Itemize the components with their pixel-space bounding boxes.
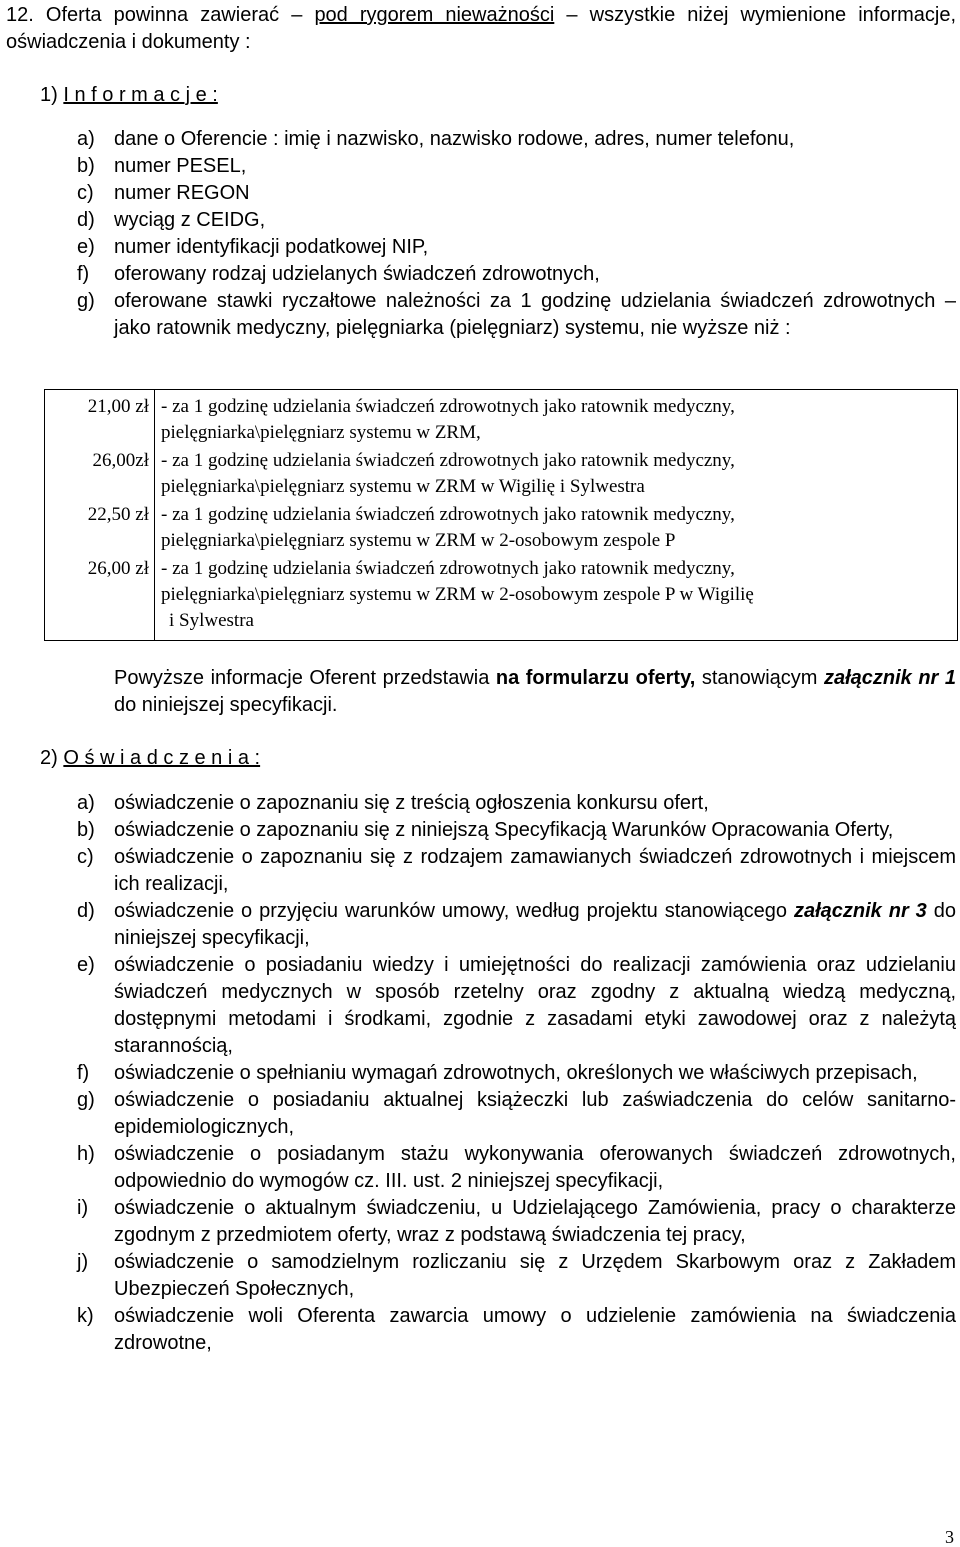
list-item <box>0 1087 956 1141</box>
list-item <box>0 234 956 261</box>
section-1-title <box>40 82 218 109</box>
item-label: c) <box>77 182 94 204</box>
item-text: oferowany rodzaj udzielanych świadczeń zdrowotnych, <box>114 263 600 285</box>
rate-amount: 26,00zł <box>92 450 149 471</box>
rate-description-line: i Sylwestra <box>169 610 254 631</box>
list-item <box>0 261 956 288</box>
heading-text-pre: Oferta powinna zawierać – <box>45 4 303 26</box>
item-label: i) <box>77 1197 89 1219</box>
rate-description-line: pielęgniarka\pielęgniarz systemu w ZRM w 2-osobowym zespole P w Wigilię <box>161 584 754 605</box>
list-item <box>0 1141 956 1195</box>
item-text: wyciąg z CEIDG, <box>114 209 266 231</box>
item-text-part: do niniejszej specyfikacji, <box>114 900 957 949</box>
item-text: oświadczenie woli Oferenta zawarcia umowy o udzielenie zamówienia na świadczenia zdrowotne, <box>114 1305 956 1354</box>
item-label: b) <box>77 819 95 841</box>
rate-description-line: pielęgniarka\pielęgniarz systemu w ZRM w Wigilię i Sylwestra <box>161 476 645 497</box>
page-number: 3 <box>945 1527 954 1547</box>
item-text: oferowane stawki ryczałtowe należności za 1 godzinę udzielania świadczeń zdrowotnych – jako ratownik medyczny, pielęgniarka (pielęgniarz) systemu, nie wyższe niż : <box>114 290 956 339</box>
rate-description-line: - za 1 godzinę udzielania świadczeń zdrowotnych jako ratownik medyczny, <box>161 396 735 417</box>
list-item <box>0 1195 956 1249</box>
item-text: oświadczenie o posiadaniu wiedzy i umiejętności do realizacji zamówienia oraz udzielaniu świadczeń medycznych w sposób rzetelny oraz zgodny z aktualną wiedzą medyczną, dostępnymi metodami i środkami, zgodnie z zasadami etyki zawodowej oraz z należytą starannością, <box>114 954 956 1057</box>
list-item <box>0 898 956 952</box>
list-item <box>0 180 956 207</box>
list-item <box>0 126 956 153</box>
rates-table <box>44 389 958 641</box>
list-item <box>0 288 956 342</box>
item-text: numer REGON <box>114 182 250 204</box>
rate-row <box>45 502 957 554</box>
item-label: d) <box>77 209 95 231</box>
heading-text-post: – wszystkie niżej wymienione informacje, oświadczenia i dokumenty : <box>6 4 957 53</box>
item-label: a) <box>77 792 95 814</box>
item-label: c) <box>77 846 94 868</box>
item-label: j) <box>77 1251 89 1273</box>
rate-amount: 22,50 zł <box>87 504 149 525</box>
section-heading <box>6 2 956 56</box>
rate-row <box>45 556 957 634</box>
item-label: b) <box>77 155 95 177</box>
summary-text: stanowiącym <box>695 667 824 689</box>
rate-description-line: - za 1 godzinę udzielania świadczeń zdrowotnych jako ratownik medyczny, <box>161 450 735 471</box>
item-text: oświadczenie o aktualnym świadczeniu, u Udzielającego Zamówienia, pracy o charakterze zgodnym z przedmiotem oferty, wraz z podstawą świadczenia tej pracy, <box>114 1197 956 1246</box>
item-label: d) <box>77 900 95 922</box>
rate-description-line: - za 1 godzinę udzielania świadczeń zdrowotnych jako ratownik medyczny, <box>161 504 735 525</box>
summary-note <box>114 665 956 719</box>
item-text: oświadczenie o zapoznaniu się z treścią ogłoszenia konkursu ofert, <box>114 792 709 814</box>
item-text: oświadczenie o zapoznaniu się z rodzajem zamawianych świadczeń zdrowotnych i miejscem ich realizacji, <box>114 846 956 895</box>
item-label: k) <box>77 1305 94 1327</box>
heading-underlined-phrase: pod rygorem nieważności <box>314 4 555 26</box>
rate-description-line: pielęgniarka\pielęgniarz systemu w ZRM, <box>161 422 481 443</box>
section-2-title <box>40 745 260 772</box>
rate-row <box>45 394 957 446</box>
item-label: f) <box>77 1062 90 1084</box>
list-item <box>0 1303 956 1357</box>
item-label: e) <box>77 954 95 976</box>
rate-description-line: - za 1 godzinę udzielania świadczeń zdrowotnych jako ratownik medyczny, <box>161 558 735 579</box>
item-text: oświadczenie o spełnianiu wymagań zdrowotnych, określonych we właściwych przepisach, <box>114 1062 918 1084</box>
list-item <box>0 1249 956 1303</box>
rate-amount: 21,00 zł <box>87 396 149 417</box>
attachment-reference: załącznik nr 1 <box>823 667 956 689</box>
item-text: oświadczenie o posiadaniu aktualnej książeczki lub zaświadczenia do celów sanitarno-epidemiologicznych, <box>114 1089 956 1138</box>
list-item <box>0 844 956 898</box>
section-1-number: 1) <box>40 84 58 106</box>
summary-bold-text: na formularzu oferty, <box>495 667 696 689</box>
item-label: g) <box>77 1089 95 1111</box>
item-text <box>114 898 956 952</box>
item-text: oświadczenie o samodzielnym rozliczaniu się z Urzędem Skarbowym oraz z Zakładem Ubezpieczeń Społecznych, <box>114 1251 956 1300</box>
item-label: e) <box>77 236 95 258</box>
heading-number: 12. <box>6 4 34 26</box>
summary-text: Powyższe informacje Oferent przedstawia <box>114 667 496 689</box>
rate-amount: 26,00 zł <box>87 558 149 579</box>
list-item <box>0 1060 956 1087</box>
section-2-label: O ś w i a d c z e n i a : <box>63 747 261 769</box>
statements-list <box>0 790 956 1357</box>
item-text: numer identyfikacji podatkowej NIP, <box>114 236 429 258</box>
list-item <box>0 207 956 234</box>
item-text: oświadczenie o zapoznaniu się z niniejszą Specyfikacją Warunków Opracowania Oferty, <box>114 819 894 841</box>
list-item <box>0 817 956 844</box>
item-label: g) <box>77 290 95 312</box>
information-list <box>0 126 956 342</box>
list-item <box>0 153 956 180</box>
section-2-number: 2) <box>40 747 58 769</box>
item-label: a) <box>77 128 95 150</box>
item-text: oświadczenie o posiadanym stażu wykonywania oferowanych świadczeń zdrowotnych, odpowiednio do wymogów cz. III. ust. 2 niniejszej specyfikacji, <box>114 1143 956 1192</box>
item-text: numer PESEL, <box>114 155 247 177</box>
summary-text: do niniejszej specyfikacji. <box>114 694 338 716</box>
section-1-label: I n f o r m a c j e : <box>63 84 218 106</box>
list-item <box>0 952 956 1060</box>
rate-description-line: pielęgniarka\pielęgniarz systemu w ZRM w 2-osobowym zespole P <box>161 530 676 551</box>
rate-row <box>45 448 957 500</box>
attachment-reference: załącznik nr 3 <box>793 900 927 922</box>
item-label: f) <box>77 263 90 285</box>
item-text: dane o Oferencie : imię i nazwisko, nazwisko rodowe, adres, numer telefonu, <box>114 128 795 150</box>
item-label: h) <box>77 1143 95 1165</box>
list-item <box>0 790 956 817</box>
item-text-part: oświadczenie o przyjęciu warunków umowy, według projektu stanowiącego <box>114 900 794 922</box>
